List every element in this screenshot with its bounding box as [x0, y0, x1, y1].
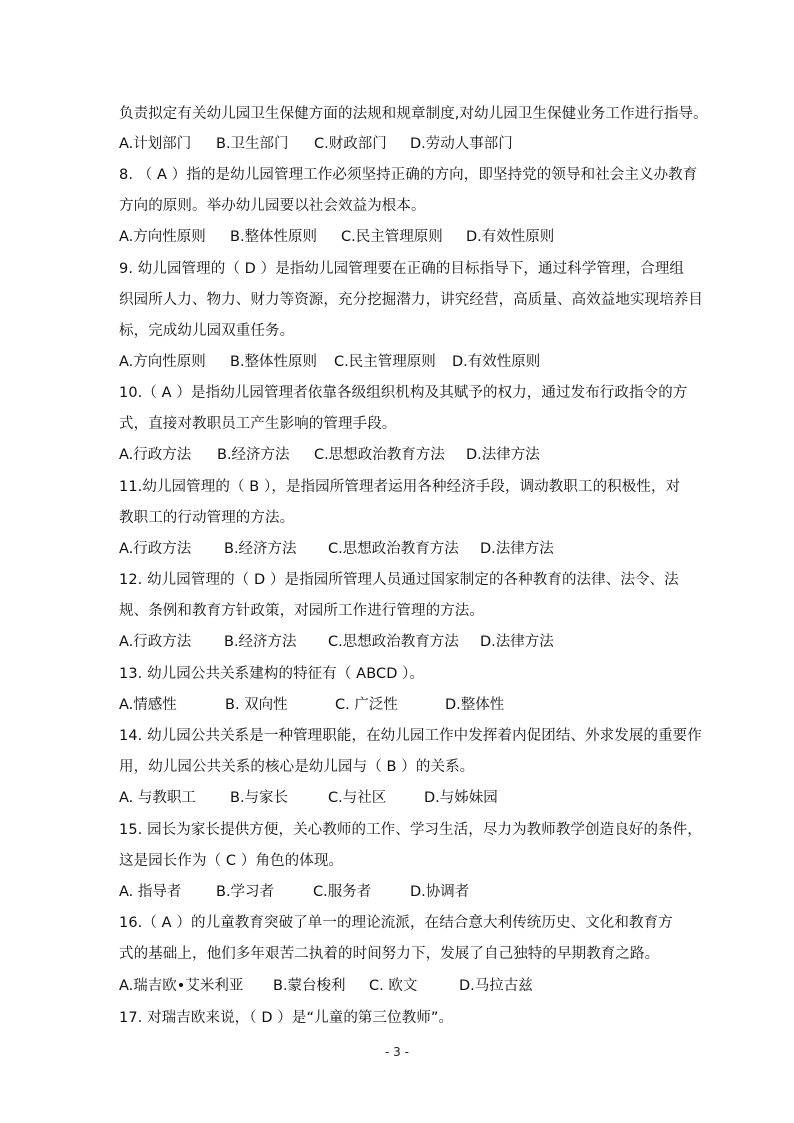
text-line: 织园所人力、物力、财力等资源，充分挖掘潜力，讲究经营，高质量、高效益地实现培养目 [119, 292, 703, 308]
question-12: 12. 幼儿园管理的（ D ）是指园所管理人员通过国家制定的各种教育的法律、法令、法 [119, 572, 679, 588]
option-b: B.与家长 [230, 790, 289, 806]
question-14: 14. 幼儿园公共关系是一种管理职能，在幼儿园工作中发挥着内促团结、外求发展的重要作 [119, 728, 702, 744]
option-b: B.卫生部门 [216, 136, 289, 152]
page-number: - 3 - [385, 1045, 409, 1059]
option-c: C.民主管理原则 [334, 354, 436, 370]
option-c: C.财政部门 [314, 136, 387, 152]
option-d: D.法律方法 [480, 541, 554, 557]
option-a: A.瑞吉欧•艾米利亚 [119, 978, 244, 994]
option-d: D.与姊妹园 [424, 790, 498, 806]
option-a: A.行政方法 [119, 541, 192, 557]
option-c: C.服务者 [313, 884, 372, 900]
option-c: C.民主管理原则 [341, 229, 443, 245]
option-b: B.蒙台梭利 [273, 978, 346, 994]
option-b: B.经济方法 [224, 634, 297, 650]
option-d: D.整体性 [445, 697, 505, 713]
option-a: A. 与教职工 [119, 790, 196, 806]
text-line: 规、条例和教育方针政策，对园所工作进行管理的方法。 [119, 603, 484, 619]
option-b: B.经济方法 [224, 541, 297, 557]
option-a: A.情感性 [119, 697, 177, 713]
question-16: 16.（ A ）的儿童教育突破了单一的理论流派，在结合意大利传统历史、文化和教育方 [119, 915, 673, 931]
option-b: B.学习者 [216, 884, 275, 900]
option-d: D.马拉古兹 [459, 978, 533, 994]
option-c: C. 广泛性 [335, 697, 398, 713]
option-a: A.行政方法 [119, 447, 192, 463]
option-c: C. 欧文 [369, 978, 418, 994]
question-9: 9. 幼儿园管理的（ D ）是指幼儿园管理要在正确的目标指导下，通过科学管理，合理组 [119, 261, 685, 277]
option-a: A. 指导者 [119, 884, 182, 900]
option-b: B.整体性原则 [230, 354, 318, 370]
option-a: A.方向性原则 [119, 229, 206, 245]
question-10: 10.（ A ）是指幼儿园管理者依靠各级组织机构及其赋予的权力，通过发布行政指令的方 [119, 385, 688, 401]
text-line: 教职工的行动管理的方法。 [119, 510, 295, 526]
option-b: B.整体性原则 [230, 229, 318, 245]
option-d: D.协调者 [410, 884, 470, 900]
option-a: A.行政方法 [119, 634, 192, 650]
text-line: 式，直接对教职员工产生影响的管理手段。 [119, 416, 397, 432]
option-d: D.法律方法 [466, 447, 540, 463]
option-b: B.经济方法 [217, 447, 290, 463]
text-line: 这是园长作为（ C ）角色的体现。 [119, 853, 344, 869]
question-11: 11.幼儿园管理的（ B ），是指园所管理者运用各种经济手段，调动教职工的积极性，对 [119, 479, 681, 495]
option-d: D.法律方法 [480, 634, 554, 650]
option-c: C.与社区 [328, 790, 387, 806]
text-line: 方向的原则。举办幼儿园要以社会效益为根本。 [119, 198, 426, 214]
option-c: C.思想政治教育方法 [314, 447, 445, 463]
option-b: B. 双向性 [225, 697, 288, 713]
option-d: D.有效性原则 [466, 229, 555, 245]
option-c: C.思想政治教育方法 [328, 634, 459, 650]
option-d: D.有效性原则 [452, 354, 541, 370]
question-13: 13. 幼儿园公共关系建构的特征有（ ABCD ）。 [119, 666, 425, 682]
option-d: D.劳动人事部门 [410, 136, 513, 152]
question-17: 17. 对瑞吉欧来说，（ D ）是“儿童的第三位教师”。 [119, 1010, 454, 1026]
text-line: 用，幼儿园公共关系的核心是幼儿园与（ B ）的关系。 [119, 759, 475, 775]
question-8: 8. （ A ）指的是幼儿园管理工作必须坚持正确的方向，即坚持党的领导和社会主义办教育 [119, 167, 698, 183]
text-line: 负责拟定有关幼儿园卫生保健方面的法规和规章制度,对幼儿园卫生保健业务工作进行指导。 [119, 106, 708, 122]
text-line: 式的基础上，他们多年艰苦二执着的时间努力下，发展了自己独特的早期教育之路。 [119, 946, 660, 962]
question-15: 15. 园长为家长提供方便，关心教师的工作、学习生活，尽力为教师教学创造良好的条件， [119, 822, 702, 838]
option-c: C.思想政治教育方法 [328, 541, 459, 557]
text-line: 标，完成幼儿园双重任务。 [119, 323, 295, 339]
option-a: A.方向性原则 [119, 354, 206, 370]
option-a: A.计划部门 [119, 136, 192, 152]
